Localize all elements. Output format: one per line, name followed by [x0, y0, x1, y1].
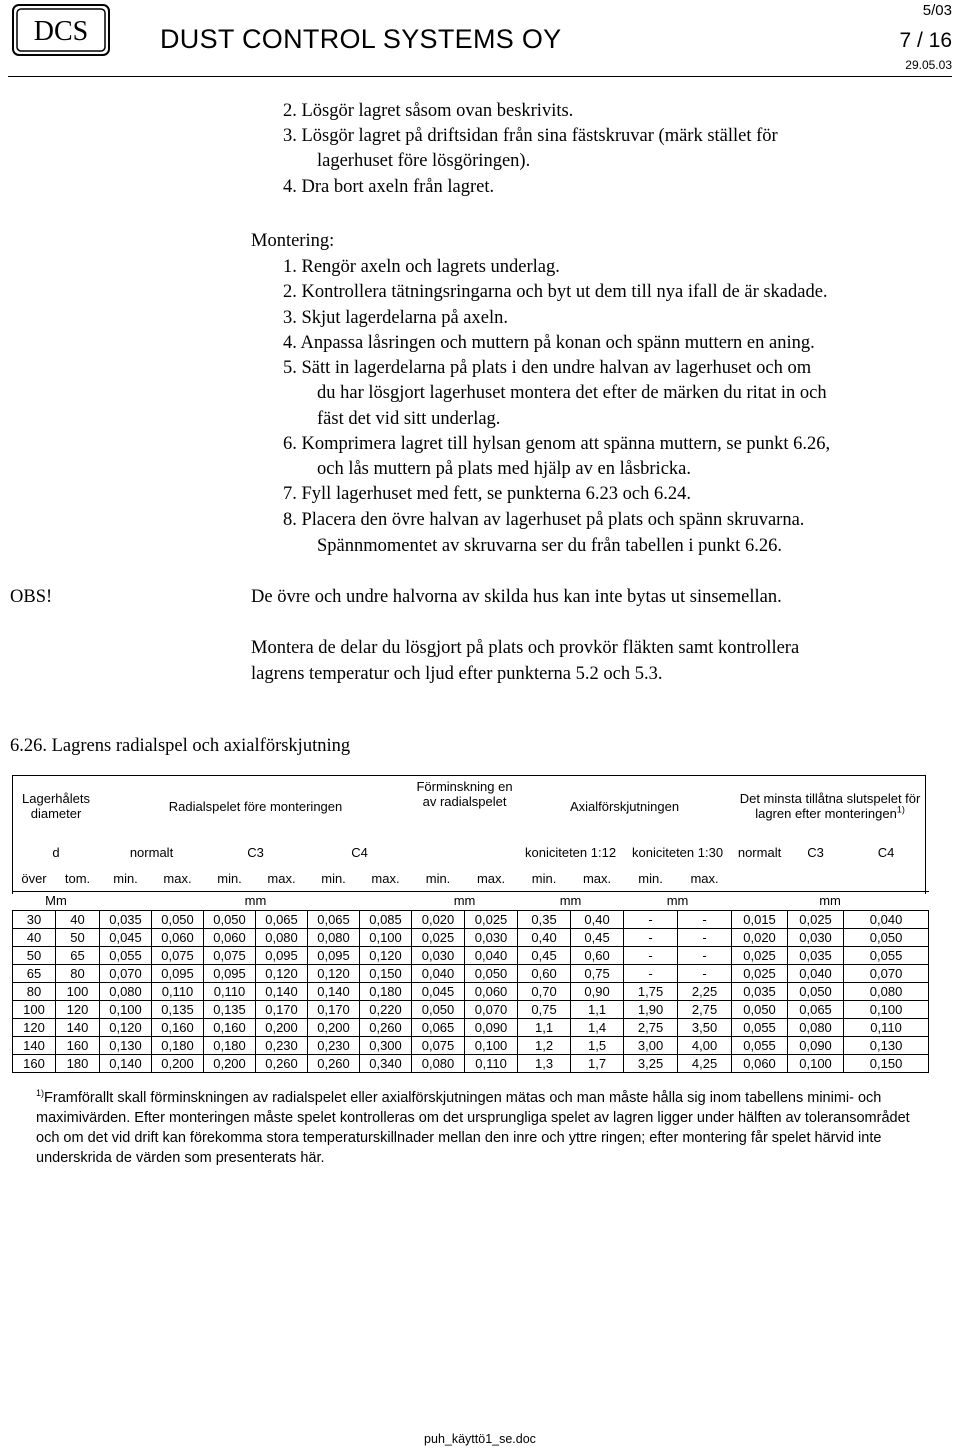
table-cell: 0,075: [152, 946, 204, 964]
table-row: [13, 982, 929, 1000]
table-cell: 0,040: [788, 964, 844, 982]
table-cell: 1,2: [518, 1036, 571, 1054]
unit-mm: mm: [412, 891, 518, 910]
paragraph-line: Montera de delar du lösgjort på plats och provkör fläkten samt kontrollera: [251, 638, 800, 658]
table-cell: 0,60: [571, 946, 624, 964]
step-line: 3. Skjut lagerdelarna på axeln.: [283, 308, 508, 328]
logo-text: DCS: [33, 16, 89, 47]
table-cell: 0,200: [308, 1018, 360, 1036]
table-cell: 0,035: [788, 946, 844, 964]
step-line: Spännmomentet av skruvarna ser du från tabellen i punkt 6.26.: [317, 536, 782, 556]
col-min: min.: [638, 871, 663, 887]
table-cell: -: [678, 928, 732, 946]
table-cell: -: [624, 946, 678, 964]
table-row: [13, 1036, 929, 1054]
step-line: fäst det vid sitt underlag.: [317, 409, 501, 429]
table-cell: 0,090: [465, 1018, 518, 1036]
table-cell: 0,075: [412, 1036, 465, 1054]
table-cell: 0,030: [465, 928, 518, 946]
table-cell: 0,180: [360, 982, 412, 1000]
table-cell: 40: [56, 910, 100, 928]
table-cell: 0,055: [100, 946, 152, 964]
table-cell: 120: [56, 1000, 100, 1018]
table-cell: 0,075: [204, 946, 256, 964]
col-taper-30: koniciteten 1:30: [631, 844, 724, 860]
table-cell: 0,40: [518, 928, 571, 946]
table-cell: 160: [13, 1054, 56, 1072]
col-max: max.: [690, 871, 719, 887]
table-cell: 0,90: [571, 982, 624, 1000]
table-cell: -: [624, 928, 678, 946]
table-cell: 0,60: [518, 964, 571, 982]
table-cell: 0,260: [360, 1018, 412, 1036]
table-cell: 0,060: [732, 1054, 788, 1072]
col-min: min.: [531, 871, 557, 887]
table-cell: 1,4: [571, 1018, 624, 1036]
col-max: max.: [267, 871, 296, 887]
table-cell: 0,200: [152, 1054, 204, 1072]
table-cell: 0,150: [844, 1054, 929, 1072]
table-cell: 2,75: [678, 1000, 732, 1018]
col-c4-min: C4: [877, 844, 895, 860]
table-cell: 0,045: [100, 928, 152, 946]
table-cell: 3,50: [678, 1018, 732, 1036]
col-max: max.: [582, 871, 612, 887]
table-cell: 0,065: [412, 1018, 465, 1036]
table-cell: 0,055: [732, 1018, 788, 1036]
table-cell: 0,100: [788, 1054, 844, 1072]
table-cell: 0,140: [308, 982, 360, 1000]
step-line: 4. Anpassa låsringen och muttern på konan och spänn muttern en aning.: [283, 333, 815, 353]
table-cell: 0,020: [412, 910, 465, 928]
step-line: 7. Fyll lagerhuset med fett, se punkterna 6.23 och 6.24.: [283, 484, 691, 504]
table-cell: 1,3: [518, 1054, 571, 1072]
table-row: [13, 928, 929, 946]
table-cell: 0,070: [100, 964, 152, 982]
table-cell: 0,120: [100, 1018, 152, 1036]
table-cell: 80: [13, 982, 56, 1000]
header-diameter: Lagerhålets diameter: [22, 791, 90, 821]
table-cell: 0,085: [360, 910, 412, 928]
table-cell: 0,080: [308, 928, 360, 946]
table-cell: 0,030: [788, 928, 844, 946]
step-line: och lås muttern på plats med hjälp av en låsbricka.: [317, 459, 691, 479]
note-text: De övre och undre halvorna av skilda hus kan inte bytas ut sinsemellan.: [251, 587, 782, 607]
col-tom: tom.: [64, 871, 91, 887]
table-cell: 0,070: [465, 1000, 518, 1018]
table-cell: 0,170: [308, 1000, 360, 1018]
table-cell: 4,25: [678, 1054, 732, 1072]
table-cell: 0,180: [204, 1036, 256, 1054]
step-line: 6. Komprimera lagret till hylsan genom att spänna muttern, se punkt 6.26,: [283, 434, 831, 454]
table-cell: 3,00: [624, 1036, 678, 1054]
company-logo: [12, 4, 110, 56]
table-cell: 0,200: [204, 1054, 256, 1072]
table-cell: 0,080: [788, 1018, 844, 1036]
col-c3: C3: [247, 844, 264, 860]
table-cell: 0,030: [412, 946, 465, 964]
table-cell: 0,025: [732, 964, 788, 982]
table-cell: 0,040: [844, 910, 929, 928]
table-row: [13, 964, 929, 982]
table-cell: 0,050: [844, 928, 929, 946]
table-cell: 100: [13, 1000, 56, 1018]
col-max: max.: [371, 871, 400, 887]
table-cell: 0,065: [308, 910, 360, 928]
footnote-ref: 1): [896, 804, 905, 815]
table-cell: 0,100: [465, 1036, 518, 1054]
unit-mm: mm: [100, 891, 412, 910]
table-cell: 0,050: [732, 1000, 788, 1018]
col-max: max.: [476, 871, 506, 887]
table-cell: 0,065: [788, 1000, 844, 1018]
step-line: 1. Rengör axeln och lagrets underlag.: [283, 257, 560, 277]
table-cell: 0,035: [732, 982, 788, 1000]
table-cell: 0,260: [256, 1054, 308, 1072]
table-cell: 0,220: [360, 1000, 412, 1018]
table-row: [13, 946, 929, 964]
header-axial: Axialförskjutningen: [569, 798, 680, 814]
table-cell: 1,75: [624, 982, 678, 1000]
header-min-play: [732, 775, 929, 837]
table-cell: 0,110: [152, 982, 204, 1000]
table-cell: 0,040: [465, 946, 518, 964]
step-line: 2. Lösgör lagret såsom ovan beskrivits.: [283, 101, 574, 121]
table-cell: 0,060: [204, 928, 256, 946]
table-cell: 0,230: [256, 1036, 308, 1054]
unit-mm: mm: [624, 891, 732, 910]
table-cell: 0,050: [152, 910, 204, 928]
table-cell: 1,7: [571, 1054, 624, 1072]
bearing-play-table: [12, 775, 929, 1073]
table-cell: 160: [56, 1036, 100, 1054]
table-cell: 0,090: [788, 1036, 844, 1054]
col-min: min.: [217, 871, 242, 887]
table-cell: 0,200: [256, 1018, 308, 1036]
table-cell: 0,070: [844, 964, 929, 982]
table-cell: 0,080: [256, 928, 308, 946]
col-c4: C4: [351, 844, 368, 860]
col-taper-12: koniciteten 1:12: [524, 844, 617, 860]
table-cell: 0,160: [204, 1018, 256, 1036]
table-row: [13, 910, 929, 928]
col-min: min.: [321, 871, 346, 887]
col-normal: normalt: [129, 844, 174, 860]
table-cell: 0,100: [360, 928, 412, 946]
table-cell: 0,080: [412, 1054, 465, 1072]
table-cell: 0,170: [256, 1000, 308, 1018]
header-min-play-text: Det minsta tillåtna slutspelet för lagren efter monteringen: [739, 791, 921, 821]
table-cell: 0,060: [465, 982, 518, 1000]
table-cell: 0,180: [152, 1036, 204, 1054]
table-cell: 0,025: [412, 928, 465, 946]
table-cell: 50: [13, 946, 56, 964]
table-cell: 0,100: [844, 1000, 929, 1018]
table-cell: -: [678, 910, 732, 928]
table-cell: -: [678, 964, 732, 982]
table-cell: 30: [13, 910, 56, 928]
step-line: 8. Placera den övre halvan av lagerhuset på plats och spänn skruvarna.: [283, 510, 805, 530]
table-cell: 2,75: [624, 1018, 678, 1036]
table-cell: 0,055: [732, 1036, 788, 1054]
table-cell: -: [678, 946, 732, 964]
unit-mm: mm: [518, 891, 624, 910]
step-line: 5. Sätt in lagerdelarna på plats i den undre halvan av lagerhuset och om: [283, 358, 812, 378]
table-cell: 0,75: [518, 1000, 571, 1018]
table-cell: 0,130: [100, 1036, 152, 1054]
table-cell: 0,050: [204, 910, 256, 928]
table-cell: 0,260: [308, 1054, 360, 1072]
table-cell: 0,230: [308, 1036, 360, 1054]
table-cell: 0,095: [152, 964, 204, 982]
table-cell: 0,110: [465, 1054, 518, 1072]
doc-date: 29.05.03: [905, 58, 952, 72]
table-cell: 0,015: [732, 910, 788, 928]
table-cell: 0,300: [360, 1036, 412, 1054]
step-line: 4. Dra bort axeln från lagret.: [283, 177, 495, 197]
table-cell: 80: [56, 964, 100, 982]
table-cell: 1,1: [518, 1018, 571, 1036]
table-cell: 0,025: [788, 910, 844, 928]
table-cell: 0,110: [204, 982, 256, 1000]
table-cell: 0,130: [844, 1036, 929, 1054]
col-min: min.: [113, 871, 138, 887]
unit-mm: mm: [732, 891, 929, 910]
table-cell: 0,095: [204, 964, 256, 982]
table-cell: 0,050: [465, 964, 518, 982]
unit-mm: Mm: [13, 891, 100, 910]
step-line: du har lösgjort lagerhuset montera det efter de märken du ritat in och: [317, 383, 827, 403]
table-cell: 0,035: [100, 910, 152, 928]
section-heading: Montering:: [251, 231, 335, 251]
table-cell: 0,045: [412, 982, 465, 1000]
table-cell: 0,095: [256, 946, 308, 964]
table-cell: 0,060: [152, 928, 204, 946]
table-cell: 0,120: [360, 946, 412, 964]
table-cell: 1,5: [571, 1036, 624, 1054]
table-cell: 180: [56, 1054, 100, 1072]
table-cell: 0,095: [308, 946, 360, 964]
table-cell: 0,025: [465, 910, 518, 928]
col-normal-min: normalt: [737, 844, 782, 860]
footnote: [36, 1088, 926, 1168]
table-cell: 3,25: [624, 1054, 678, 1072]
table-cell: 0,050: [788, 982, 844, 1000]
table-row: [13, 1018, 929, 1036]
table-cell: 0,35: [518, 910, 571, 928]
table-cell: 1,90: [624, 1000, 678, 1018]
header-reduction: Förminskning en av radialspelet: [416, 779, 513, 809]
table-cell: 140: [56, 1018, 100, 1036]
table-cell: 0,40: [571, 910, 624, 928]
table-cell: -: [624, 964, 678, 982]
table-cell: 0,025: [732, 946, 788, 964]
note-label: OBS!: [10, 587, 53, 607]
table-cell: 0,055: [844, 946, 929, 964]
table-cell: 0,150: [360, 964, 412, 982]
table-cell: 0,160: [152, 1018, 204, 1036]
table-cell: 0,100: [100, 1000, 152, 1018]
table-cell: 0,120: [308, 964, 360, 982]
header-radial-play: Radialspelet före monteringen: [168, 798, 343, 814]
table-cell: 0,110: [844, 1018, 929, 1036]
page-number: 7 / 16: [899, 29, 952, 52]
table-cell: 0,140: [100, 1054, 152, 1072]
table-cell: 0,70: [518, 982, 571, 1000]
table-row: [13, 1054, 929, 1072]
header-rule: [8, 76, 952, 77]
footnote-text: Framförallt skall förminskningen av radialspelet eller axialförskjutningen mätas och man måste hålla sig inom tabellens minimi- och maximivärden. Efter monteringen måste spelet kontrolleras om det ursprungliga spelet av lagren ligger under hälften av toleransområdet och om det vid drift kan förekomma stora temperaturskillnader mellan den inre och yttre ringen; efter montering får spelet härvid inte underskrida de värden som presenterats här.: [36, 1090, 910, 1166]
table-cell: 0,45: [518, 946, 571, 964]
table-row: [13, 1000, 929, 1018]
table-cell: 0,065: [256, 910, 308, 928]
col-min: min.: [425, 871, 451, 887]
col-over: över: [21, 871, 47, 887]
table-cell: 40: [13, 928, 56, 946]
table-cell: 0,050: [412, 1000, 465, 1018]
page-ref: 5/03: [922, 2, 952, 19]
step-line: 2. Kontrollera tätningsringarna och byt ut dem till nya ifall de är skadade.: [283, 282, 828, 302]
table-cell: 65: [56, 946, 100, 964]
table-cell: 0,080: [844, 982, 929, 1000]
table-cell: 0,135: [152, 1000, 204, 1018]
col-d: d: [52, 844, 60, 860]
paragraph-line: lagrens temperatur och ljud efter punkterna 5.2 och 5.3.: [251, 664, 663, 684]
step-line: lagerhuset före lösgöringen).: [317, 151, 531, 171]
table-cell: 0,080: [100, 982, 152, 1000]
step-line: 3. Lösgör lagret på driftsidan från sina fästskruvar (märk stället för: [283, 126, 778, 146]
col-max: max.: [163, 871, 192, 887]
table-cell: 0,140: [256, 982, 308, 1000]
table-cell: 0,340: [360, 1054, 412, 1072]
footnote-mark: 1): [36, 1088, 45, 1099]
section-title: 6.26. Lagrens radialspel och axialförskjutning: [10, 736, 351, 756]
table-cell: 0,020: [732, 928, 788, 946]
table-cell: 0,75: [571, 964, 624, 982]
col-c3-min: C3: [807, 844, 824, 860]
table-cell: 0,135: [204, 1000, 256, 1018]
table-cell: -: [624, 910, 678, 928]
file-name: puh_käyttö1_se.doc: [424, 1432, 536, 1446]
table-cell: 0,45: [571, 928, 624, 946]
table-cell: 0,120: [256, 964, 308, 982]
table-cell: 120: [13, 1018, 56, 1036]
table-cell: 1,1: [571, 1000, 624, 1018]
table-cell: 50: [56, 928, 100, 946]
table-cell: 2,25: [678, 982, 732, 1000]
table-cell: 4,00: [678, 1036, 732, 1054]
table-cell: 0,040: [412, 964, 465, 982]
table-cell: 65: [13, 964, 56, 982]
table-cell: 140: [13, 1036, 56, 1054]
company-name: DUST CONTROL SYSTEMS OY: [160, 24, 562, 54]
table-cell: 100: [56, 982, 100, 1000]
